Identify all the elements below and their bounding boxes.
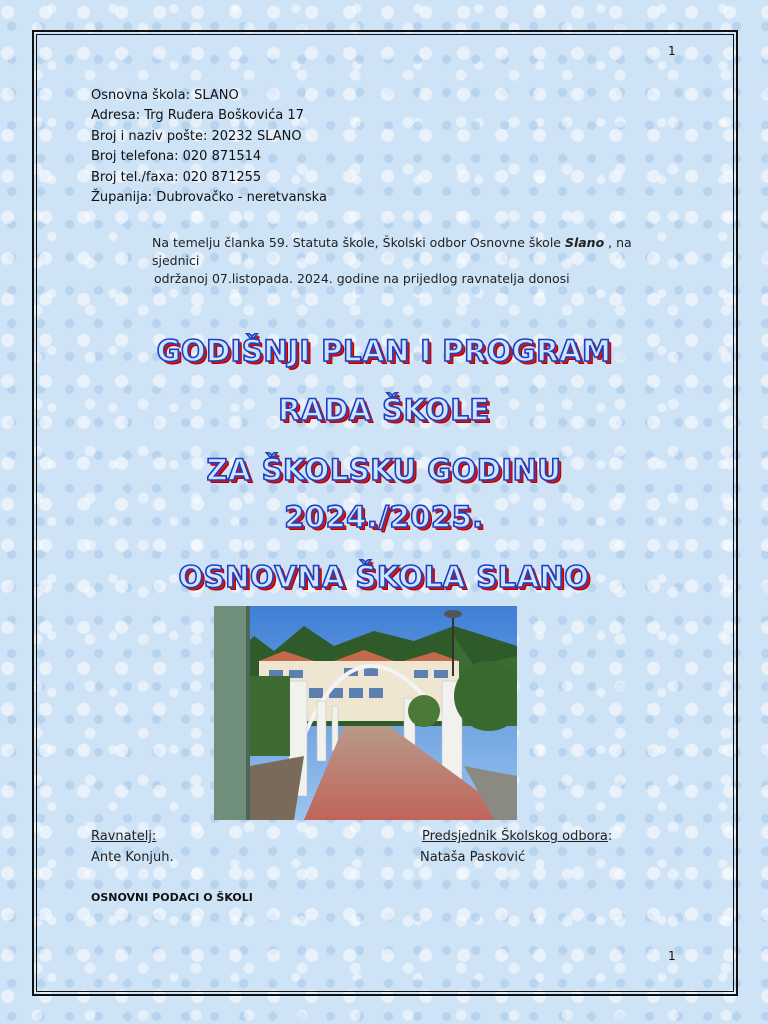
board-president-role-label: Predsjednik Školskog odbora: [422, 829, 608, 844]
title-line-4: 2024./2025.: [284, 500, 484, 534]
board-president-name: Nataša Pasković: [420, 850, 526, 865]
fax-line: Broj tel./faxa: 020 871255: [91, 169, 262, 185]
intro-text-a: Na temelju članka 59. Statuta škole, Školski odbor Osnovne škole: [152, 235, 565, 250]
page-number-top: 1: [668, 44, 676, 58]
principal-name: Ante Konjuh.: [91, 850, 174, 865]
title-line-2: RADA ŠKOLE: [278, 393, 490, 427]
title-line-5: OSNOVNA ŠKOLA SLANO: [178, 560, 590, 594]
phone-line: Broj telefona: 020 871514: [91, 149, 262, 165]
intro-text-c: , na sjednici: [152, 235, 632, 268]
intro-school-name: Slano: [564, 235, 605, 250]
principal-role-label: Ravnatelj:: [91, 829, 157, 844]
board-president-role-colon: :: [607, 829, 613, 844]
intro-line-1: [152, 234, 672, 270]
school-address-block: [91, 86, 327, 208]
title-line-3: ZA ŠKOLSKU GODINU: [206, 453, 562, 487]
board-president-role: [422, 829, 612, 844]
intro-paragraph: [152, 234, 672, 288]
school-photo: [214, 606, 517, 820]
principal-role: [91, 829, 156, 844]
address-line: Adresa: Trg Ruđera Boškovića 17: [91, 108, 304, 124]
section-title: OSNOVNI PODACI O ŠKOLI: [91, 891, 253, 904]
school-name-line: Osnovna škola: SLANO: [91, 88, 239, 103]
page-number-bottom: 1: [668, 949, 676, 963]
intro-line-2: održanoj 07.listopada. 2024. godine na prijedlog ravnatelja donosi: [154, 271, 570, 286]
postal-line: Broj i naziv pošte: 20232 SLANO: [91, 128, 302, 144]
county-line: Županija: Dubrovačko - neretvanska: [91, 190, 327, 206]
title-line-1: GODIŠNJI PLAN I PROGRAM: [156, 334, 612, 368]
